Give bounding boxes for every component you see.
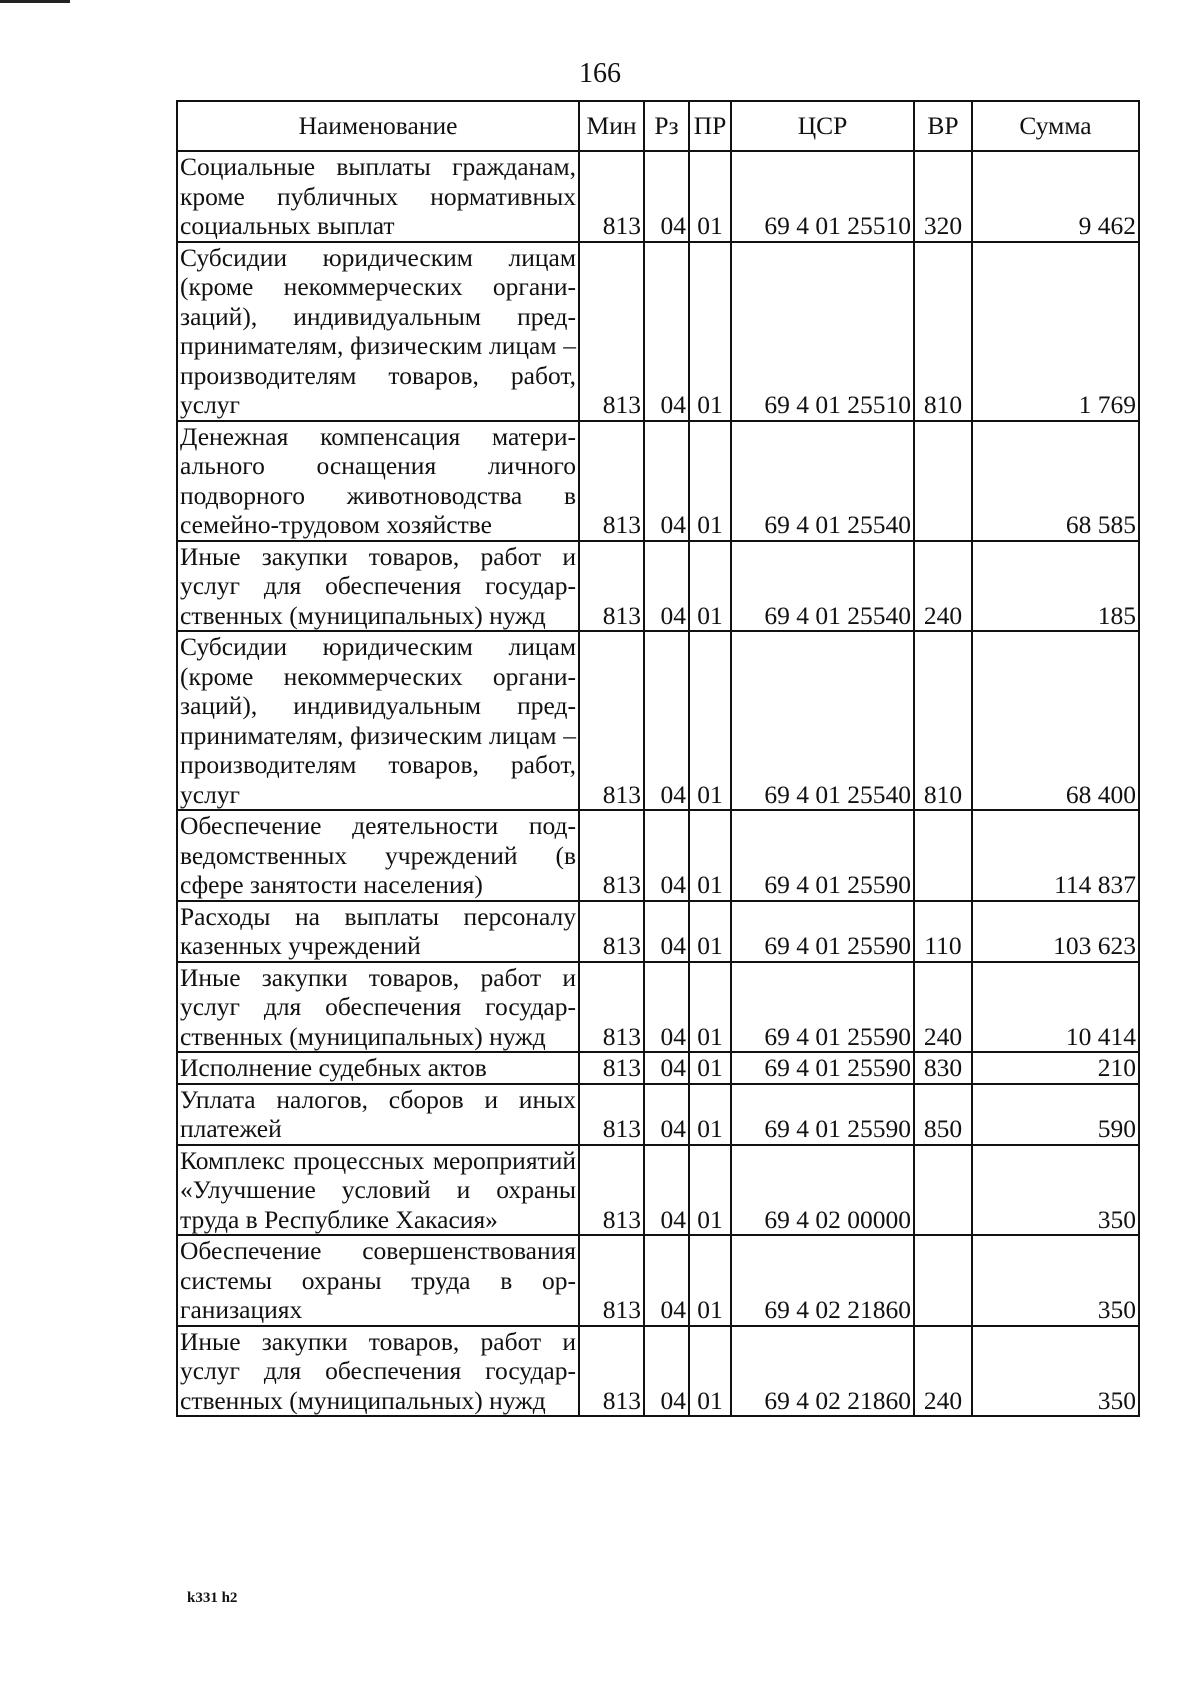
cell-min: 813 bbox=[579, 1235, 644, 1326]
cell-vr: 850 bbox=[914, 1084, 972, 1145]
cell-sum: 210 bbox=[972, 1052, 1139, 1084]
cell-pr: 01 bbox=[689, 1235, 731, 1326]
page-number: 166 bbox=[579, 58, 621, 89]
cell-rz: 04 bbox=[644, 541, 689, 632]
cell-min: 813 bbox=[579, 1145, 644, 1236]
cell-csr: 69 4 01 25510 bbox=[731, 151, 914, 242]
header-name: Наименование bbox=[177, 101, 579, 151]
table-row bbox=[177, 421, 1139, 541]
table-row bbox=[177, 1084, 1139, 1145]
cell-sum: 590 bbox=[972, 1084, 1139, 1145]
cell-pr: 01 bbox=[689, 810, 731, 901]
header-row bbox=[177, 101, 1139, 151]
cell-name: Исполнение судебных актов bbox=[177, 1052, 579, 1084]
cell-vr bbox=[914, 1235, 972, 1326]
scan-border-mark bbox=[0, 0, 70, 19]
cell-min: 813 bbox=[579, 242, 644, 421]
cell-pr: 01 bbox=[689, 541, 731, 632]
header-min: Мин bbox=[579, 101, 644, 151]
cell-min: 813 bbox=[579, 1326, 644, 1417]
cell-min: 813 bbox=[579, 1052, 644, 1084]
cell-vr: 320 bbox=[914, 151, 972, 242]
cell-vr: 240 bbox=[914, 1326, 972, 1417]
table-row bbox=[177, 242, 1139, 421]
cell-csr: 69 4 01 25540 bbox=[731, 541, 914, 632]
cell-vr bbox=[914, 1145, 972, 1236]
table-row bbox=[177, 810, 1139, 901]
cell-sum: 10 414 bbox=[972, 962, 1139, 1053]
header-pr: ПР bbox=[689, 101, 731, 151]
budget-table bbox=[176, 100, 1140, 1417]
cell-sum: 103 623 bbox=[972, 901, 1139, 962]
cell-rz: 04 bbox=[644, 962, 689, 1053]
table-row bbox=[177, 151, 1139, 242]
cell-name: Обеспечение деятельности подведомственных учреждений (в сфере занятости населения) bbox=[177, 810, 579, 901]
cell-pr: 01 bbox=[689, 1052, 731, 1084]
header-vr: ВР bbox=[914, 101, 972, 151]
cell-csr: 69 4 02 21860 bbox=[731, 1235, 914, 1326]
document-code: k331 h2 bbox=[187, 1590, 238, 1606]
cell-vr bbox=[914, 421, 972, 541]
cell-min: 813 bbox=[579, 541, 644, 632]
table-row bbox=[177, 631, 1139, 810]
cell-sum: 1 769 bbox=[972, 242, 1139, 421]
cell-name: Иные закупки товаров, работ и услуг для обеспечения государственных (муниципальных) нужд bbox=[177, 541, 579, 632]
header-rz: Рз bbox=[644, 101, 689, 151]
header-csr: ЦСР bbox=[731, 101, 914, 151]
cell-pr: 01 bbox=[689, 901, 731, 962]
cell-name: Обеспечение совершенствования системы охраны труда в организациях bbox=[177, 1235, 579, 1326]
cell-pr: 01 bbox=[689, 421, 731, 541]
cell-csr: 69 4 01 25590 bbox=[731, 901, 914, 962]
cell-min: 813 bbox=[579, 962, 644, 1053]
cell-name: Расходы на выплаты персоналу казенных учреждений bbox=[177, 901, 579, 962]
cell-pr: 01 bbox=[689, 1084, 731, 1145]
cell-rz: 04 bbox=[644, 631, 689, 810]
cell-csr: 69 4 01 25590 bbox=[731, 1052, 914, 1084]
cell-csr: 69 4 01 25590 bbox=[731, 1084, 914, 1145]
cell-sum: 350 bbox=[972, 1145, 1139, 1236]
cell-sum: 68 585 bbox=[972, 421, 1139, 541]
cell-name: Субсидии юридическим лицам (кроме некоммерческих организаций), индивидуальным предпринимателям, физическим лицам – производителям товаров, работ, услуг bbox=[177, 242, 579, 421]
cell-min: 813 bbox=[579, 1084, 644, 1145]
table-row bbox=[177, 901, 1139, 962]
cell-min: 813 bbox=[579, 151, 644, 242]
cell-vr: 240 bbox=[914, 962, 972, 1053]
table-row bbox=[177, 1235, 1139, 1326]
cell-rz: 04 bbox=[644, 242, 689, 421]
cell-sum: 185 bbox=[972, 541, 1139, 632]
cell-rz: 04 bbox=[644, 151, 689, 242]
cell-name: Комплекс процессных мероприятий «Улучшение условий и охраны труда в Республике Хакасия» bbox=[177, 1145, 579, 1236]
cell-rz: 04 bbox=[644, 421, 689, 541]
cell-name: Иные закупки товаров, работ и услуг для обеспечения государственных (муниципальных) нужд bbox=[177, 1326, 579, 1417]
cell-name: Субсидии юридическим лицам (кроме некоммерческих организаций), индивидуальным предпринимателям, физическим лицам – производителям товаров, работ, услуг bbox=[177, 631, 579, 810]
cell-pr: 01 bbox=[689, 962, 731, 1053]
cell-min: 813 bbox=[579, 631, 644, 810]
cell-vr: 810 bbox=[914, 242, 972, 421]
cell-rz: 04 bbox=[644, 901, 689, 962]
cell-vr: 110 bbox=[914, 901, 972, 962]
cell-pr: 01 bbox=[689, 631, 731, 810]
cell-vr: 810 bbox=[914, 631, 972, 810]
cell-vr: 830 bbox=[914, 1052, 972, 1084]
cell-sum: 68 400 bbox=[972, 631, 1139, 810]
cell-min: 813 bbox=[579, 810, 644, 901]
cell-csr: 69 4 02 00000 bbox=[731, 1145, 914, 1236]
cell-csr: 69 4 02 21860 bbox=[731, 1326, 914, 1417]
cell-name: Социальные выплаты гражданам, кроме публичных нормативных социальных выплат bbox=[177, 151, 579, 242]
cell-pr: 01 bbox=[689, 1145, 731, 1236]
cell-vr: 240 bbox=[914, 541, 972, 632]
table-row bbox=[177, 1326, 1139, 1417]
cell-pr: 01 bbox=[689, 242, 731, 421]
cell-min: 813 bbox=[579, 421, 644, 541]
cell-csr: 69 4 01 25510 bbox=[731, 242, 914, 421]
cell-csr: 69 4 01 25590 bbox=[731, 810, 914, 901]
table-row bbox=[177, 1052, 1139, 1084]
cell-name: Иные закупки товаров, работ и услуг для обеспечения государственных (муниципальных) нужд bbox=[177, 962, 579, 1053]
cell-pr: 01 bbox=[689, 151, 731, 242]
cell-rz: 04 bbox=[644, 1052, 689, 1084]
cell-sum: 114 837 bbox=[972, 810, 1139, 901]
cell-name: Уплата налогов, сборов и иных платежей bbox=[177, 1084, 579, 1145]
table-row bbox=[177, 1145, 1139, 1236]
cell-min: 813 bbox=[579, 901, 644, 962]
cell-csr: 69 4 01 25540 bbox=[731, 421, 914, 541]
cell-sum: 350 bbox=[972, 1235, 1139, 1326]
cell-rz: 04 bbox=[644, 1235, 689, 1326]
table-row bbox=[177, 541, 1139, 632]
cell-csr: 69 4 01 25590 bbox=[731, 962, 914, 1053]
cell-rz: 04 bbox=[644, 810, 689, 901]
cell-csr: 69 4 01 25540 bbox=[731, 631, 914, 810]
cell-sum: 350 bbox=[972, 1326, 1139, 1417]
cell-sum: 9 462 bbox=[972, 151, 1139, 242]
cell-vr bbox=[914, 810, 972, 901]
table-row bbox=[177, 962, 1139, 1053]
header-sum: Сумма bbox=[972, 101, 1139, 151]
cell-name: Денежная компенсация материального оснащения личного подворного животноводства в семейно-трудовом хозяйстве bbox=[177, 421, 579, 541]
cell-pr: 01 bbox=[689, 1326, 731, 1417]
cell-rz: 04 bbox=[644, 1145, 689, 1236]
cell-rz: 04 bbox=[644, 1326, 689, 1417]
cell-rz: 04 bbox=[644, 1084, 689, 1145]
